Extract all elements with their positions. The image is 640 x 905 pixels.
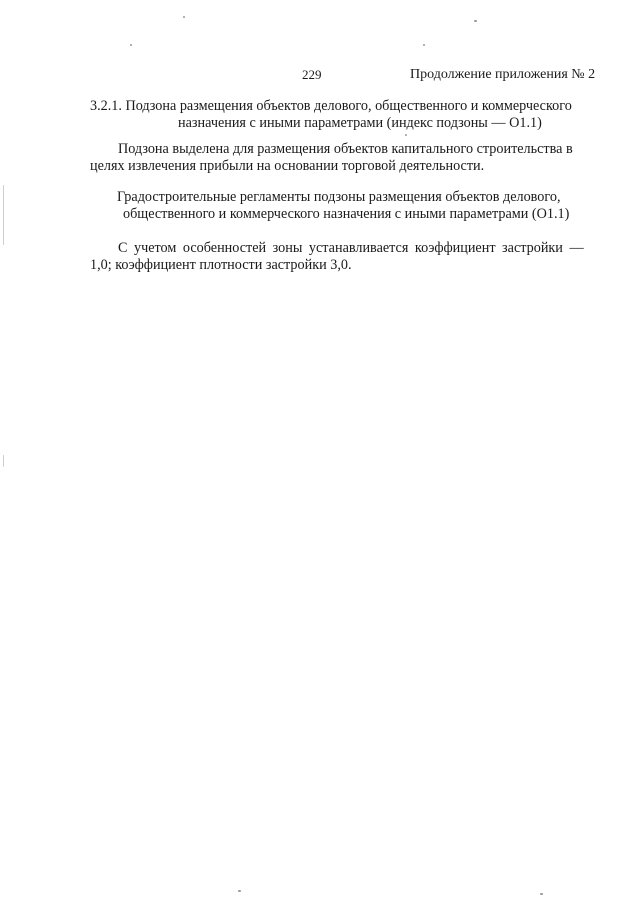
coefficients-paragraph-line-1: С учетом особенностей зоны устанавливается коэффициент застройки —	[118, 240, 584, 256]
purpose-paragraph-line-1: Подзона выделена для размещения объектов капитального строительства в	[118, 141, 573, 157]
regulations-heading-line-1: Градостроительные регламенты подзоны размещения объектов делового,	[117, 189, 561, 205]
section-heading-line-2: назначения с иными параметрами (индекс подзоны — О1.1)	[178, 115, 542, 131]
section-heading-line-1: 3.2.1. Подзона размещения объектов делового, общественного и коммерческого	[90, 98, 572, 114]
scan-speck	[540, 893, 543, 895]
scan-speck	[183, 16, 185, 18]
scan-speck	[405, 134, 407, 136]
scan-speck	[3, 455, 4, 467]
scan-speck	[238, 890, 241, 892]
appendix-continuation-note: Продолжение приложения № 2	[410, 67, 596, 82]
purpose-paragraph-line-2: целях извлечения прибыли на основании торговой деятельности.	[90, 158, 485, 174]
scan-speck	[423, 44, 425, 46]
scan-speck	[3, 185, 4, 245]
regulations-heading-line-2: общественного и коммерческого назначения с иными параметрами (О1.1)	[123, 206, 570, 222]
page-number: 229	[302, 67, 322, 82]
scan-speck	[130, 44, 132, 46]
scan-speck	[474, 20, 477, 22]
coefficients-paragraph-line-2: 1,0; коэффициент плотности застройки 3,0.	[90, 257, 352, 273]
